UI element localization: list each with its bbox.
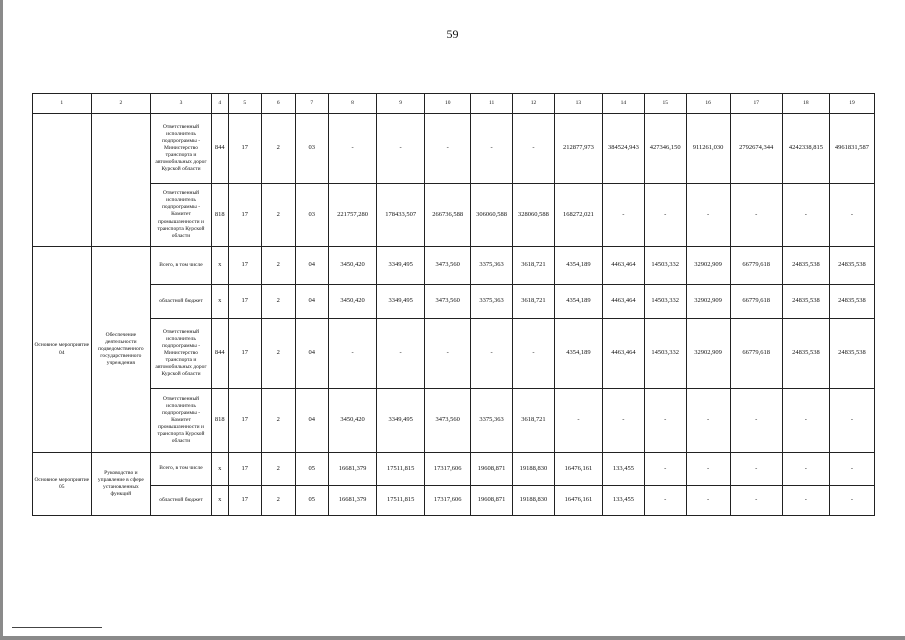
cell-value: - [686,184,730,247]
cell-value: - [730,453,782,486]
cell-value: - [686,389,730,453]
cell-value: 3450,420 [328,247,376,285]
cell-code: 2 [262,247,295,285]
cell-value: - [644,486,686,516]
cell-value: - [513,114,555,184]
cell-code: 04 [295,247,328,285]
cell-value: - [328,319,376,389]
cell-value: 4463,464 [602,319,644,389]
cell-grbs: х [211,285,228,319]
cell-source: Всего, в том числе [151,453,212,486]
table-row [33,486,875,516]
table-row [33,285,875,319]
cell-value: 3450,420 [328,389,376,453]
cell-value: 19188,830 [513,453,555,486]
cell-value: - [554,389,602,453]
table-row [33,114,875,184]
cell-value: 4354,189 [554,319,602,389]
cell-value: - [377,319,425,389]
cell-value: - [730,184,782,247]
cell-value: 17317,606 [425,453,471,486]
cell-grbs: х [211,247,228,285]
cell-value: - [644,184,686,247]
cell-value: 14503,332 [644,247,686,285]
cell-value: 3473,560 [425,389,471,453]
cell-code: 17 [228,285,261,319]
page-number: 59 [446,27,459,41]
cell-value: 66779,618 [730,247,782,285]
cell-value: 427346,150 [644,114,686,184]
cell-grbs: х [211,486,228,516]
cell-value: 4961831,587 [829,114,874,184]
header-cell: 12 [513,94,555,114]
cell-value: - [782,453,829,486]
header-cell: 15 [644,94,686,114]
cell-value: 17511,815 [377,453,425,486]
cell-source: областной бюджет [151,285,212,319]
cell-grbs: х [211,453,228,486]
header-cell: 14 [602,94,644,114]
cell-value: 19608,871 [471,486,513,516]
cell-value: 16476,161 [554,486,602,516]
cell-value: 328060,588 [513,184,555,247]
cell-grbs: 844 [211,319,228,389]
header-cell: 3 [151,94,212,114]
cell-value: - [602,389,644,453]
cell-value: 3375,363 [471,285,513,319]
table-row [33,453,875,486]
cell-grbs: 844 [211,114,228,184]
cell-col2-empty [91,114,151,247]
cell-value: - [471,319,513,389]
header-cell: 9 [377,94,425,114]
cell-value: 24835,538 [782,247,829,285]
cell-value: 16681,379 [328,486,376,516]
cell-value: 3349,495 [377,389,425,453]
cell-code: 17 [228,389,261,453]
cell-value: 14503,332 [644,285,686,319]
cell-code: 17 [228,184,261,247]
cell-value: 3473,560 [425,247,471,285]
cell-measure-title: Обеспечение деятельности подведомственного государственного учреждения [91,247,151,453]
header-cell: 13 [554,94,602,114]
cell-code: 04 [295,319,328,389]
header-cell: 11 [471,94,513,114]
cell-code: 04 [295,285,328,319]
header-cell: 10 [425,94,471,114]
cell-value: - [829,486,874,516]
cell-value: 266736,588 [425,184,471,247]
cell-measure-name: Основное мероприятие 05 [33,453,92,516]
cell-source: областной бюджет [151,486,212,516]
cell-value: 24835,538 [829,247,874,285]
cell-value: - [730,486,782,516]
cell-value: 24835,538 [782,319,829,389]
cell-value: 16681,379 [328,453,376,486]
cell-value: 3375,363 [471,247,513,285]
cell-value: 32902,909 [686,247,730,285]
cell-code: 05 [295,453,328,486]
cell-code: 03 [295,114,328,184]
cell-value: 4242338,815 [782,114,829,184]
cell-code: 2 [262,285,295,319]
cell-value: 168272,021 [554,184,602,247]
cell-source: Ответственный исполнитель подпрограммы - Комитет промышленности и транспорта Курской области [151,389,212,453]
header-cell: 19 [829,94,874,114]
cell-value: 3473,560 [425,285,471,319]
cell-value: 384524,943 [602,114,644,184]
cell-col1-empty [33,114,92,247]
cell-value: - [782,486,829,516]
cell-code: 17 [228,453,261,486]
cell-value: 221757,280 [328,184,376,247]
cell-source: Ответственный исполнитель подпрограммы - Министерство транспорта и автомобильных дорог Курской области [151,114,212,184]
cell-source: Ответственный исполнитель подпрограммы - Комитет промышленности и транспорта Курской области [151,184,212,247]
cell-code: 2 [262,184,295,247]
cell-value: - [829,389,874,453]
cell-value: 133,455 [602,453,644,486]
cell-code: 04 [295,389,328,453]
cell-value: 178433,507 [377,184,425,247]
header-cell: 1 [33,94,92,114]
table-row [33,389,875,453]
cell-value: - [425,114,471,184]
cell-code: 17 [228,247,261,285]
cell-grbs: 818 [211,389,228,453]
cell-value: - [829,453,874,486]
scan-left-edge [0,0,3,640]
cell-value: 14503,332 [644,319,686,389]
cell-code: 2 [262,389,295,453]
budget-table [32,93,875,516]
cell-value: - [328,114,376,184]
header-cell: 7 [295,94,328,114]
table-row [33,319,875,389]
cell-value: 17511,815 [377,486,425,516]
cell-value: 32902,909 [686,319,730,389]
cell-value: 3618,721 [513,247,555,285]
cell-value: - [471,114,513,184]
cell-code: 03 [295,184,328,247]
header-cell: 17 [730,94,782,114]
footnote-line [12,627,102,628]
cell-code: 17 [228,486,261,516]
header-cell: 8 [328,94,376,114]
header-cell: 4 [211,94,228,114]
cell-value: 32902,909 [686,285,730,319]
cell-code: 17 [228,114,261,184]
cell-value: - [730,389,782,453]
cell-value: 19608,871 [471,453,513,486]
cell-value: 3618,721 [513,285,555,319]
cell-value: - [686,486,730,516]
cell-code: 2 [262,486,295,516]
cell-source: Всего, в том числе [151,247,212,285]
header-cell: 5 [228,94,261,114]
cell-value: 66779,618 [730,285,782,319]
scan-bottom-edge [0,636,905,640]
cell-value: 4354,189 [554,247,602,285]
cell-value: 24835,538 [782,285,829,319]
cell-value: - [782,184,829,247]
cell-value: 16476,161 [554,453,602,486]
cell-value: 4463,464 [602,247,644,285]
header-cell: 18 [782,94,829,114]
cell-value: 3375,363 [471,389,513,453]
table-row [33,184,875,247]
header-cell: 6 [262,94,295,114]
cell-value: 24835,538 [829,285,874,319]
cell-value: - [425,319,471,389]
cell-value: - [686,453,730,486]
cell-value: - [602,184,644,247]
cell-value: 911261,030 [686,114,730,184]
table-row [33,247,875,285]
cell-code: 05 [295,486,328,516]
cell-value: 66779,618 [730,319,782,389]
cell-value: 212877,973 [554,114,602,184]
cell-value: - [644,389,686,453]
cell-value: 17317,606 [425,486,471,516]
header-row [33,94,875,114]
cell-source: Ответственный исполнитель подпрограммы - Министерство транспорта и автомобильных дорог Курской области [151,319,212,389]
cell-value: 306060,588 [471,184,513,247]
header-cell: 16 [686,94,730,114]
cell-measure-title: Руководство и управление в сфере установленных функций [91,453,151,516]
cell-measure-name: Основное мероприятие 04 [33,247,92,453]
cell-value: - [513,319,555,389]
cell-value: - [782,389,829,453]
cell-value: 24835,538 [829,319,874,389]
cell-value: 133,455 [602,486,644,516]
cell-value: 19188,830 [513,486,555,516]
cell-value: 3349,495 [377,285,425,319]
cell-value: - [644,453,686,486]
cell-value: 2792674,344 [730,114,782,184]
cell-value: 4463,464 [602,285,644,319]
cell-value: 3450,420 [328,285,376,319]
cell-code: 17 [228,319,261,389]
cell-code: 2 [262,114,295,184]
cell-value: 3349,495 [377,247,425,285]
cell-value: - [829,184,874,247]
cell-code: 2 [262,453,295,486]
cell-value: 3618,721 [513,389,555,453]
cell-value: 4354,189 [554,285,602,319]
header-cell: 2 [91,94,151,114]
cell-value: - [377,114,425,184]
cell-code: 2 [262,319,295,389]
cell-grbs: 818 [211,184,228,247]
